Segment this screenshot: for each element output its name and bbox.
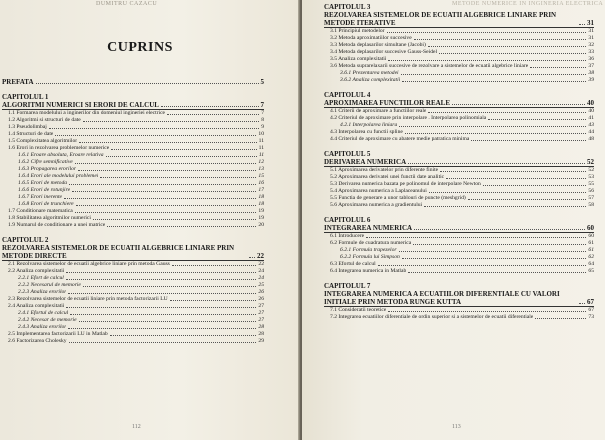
chapter-block [324, 91, 594, 143]
toc-entry-text: 6.2 Formule de cuadratura numerica [330, 240, 412, 246]
toc-entry-text: 6.4 Integrarea numerica in Matlab [330, 268, 407, 274]
toc-entry [324, 42, 594, 49]
toc-entry [2, 303, 264, 310]
toc-entry-text: 2.5 Implementarea factorizarii LU in Matlab [8, 331, 108, 337]
toc-entry [2, 124, 264, 131]
toc-entry-page: 31 [588, 35, 594, 41]
toc-entry-page: 55 [588, 181, 594, 187]
toc-entry-text: 1.6.5 Erori de metoda [18, 180, 68, 186]
chapter-label: CAPITOLUL 7 [324, 282, 371, 290]
toc-entry [324, 307, 594, 314]
leader-dots [106, 156, 257, 157]
leader-dots [79, 321, 257, 322]
toc-entry [324, 202, 594, 209]
toc-entry [324, 77, 594, 84]
leader-dots [36, 83, 259, 84]
leader-dots [401, 74, 587, 75]
leader-dots [388, 311, 586, 312]
toc-entry-page: 56 [588, 188, 594, 194]
toc-entry [2, 317, 264, 324]
chapter-page: 60 [587, 224, 594, 232]
toc-entry [324, 174, 594, 181]
toc-entry-page: 53 [588, 174, 594, 180]
toc-entry-page: 33 [588, 49, 594, 55]
toc-entry-text: 1.6.1 Eroare absoluta, Eroare relativa [18, 152, 104, 158]
toc-entry-text: 1.6.2 Cifre semnificative [18, 159, 73, 165]
chapter-title-text: INTEGRAREA NUMERICA A ECUATIILOR DIFERENTIALE CU VALORI INITIALE PRIN METODA RUNGE KUTTA [324, 290, 560, 306]
toc-entry-page: 40 [588, 108, 594, 114]
toc-entry [324, 136, 594, 143]
toc-entry-page: 18 [258, 194, 264, 200]
toc-entry [324, 35, 594, 42]
toc-entry-page: 19 [258, 208, 264, 214]
toc-entry-page: 20 [258, 222, 264, 228]
toc-entry-page: 15 [258, 173, 264, 179]
leader-dots [111, 149, 256, 150]
leader-dots [100, 177, 256, 178]
toc-entry [2, 201, 264, 208]
toc-entry [2, 173, 264, 180]
toc-entry-text: 1.8 Stabilitatea algoritmilor numerici [8, 215, 91, 221]
toc-entry-text: 4.2 Criteriul de aproximare prin interpolare . Interpolarea polinomiala [330, 115, 487, 121]
toc-entry-text: 1.7 Conditionare matematica [8, 208, 73, 214]
leader-dots [428, 46, 587, 47]
toc-entry-page: 60 [588, 233, 594, 239]
toc-entry-page: 25 [258, 282, 264, 288]
toc-entry-text: 2.2.3 Analiza erorilor [18, 289, 67, 295]
leader-dots [428, 112, 586, 113]
toc-entry-text: 2.1 Rezolvarea sistemelor de ecuatii algebrice liniare prin metoda Gauss [8, 261, 170, 267]
toc-entry-text: 1.6.8 Erori de trunchiere [18, 201, 74, 207]
toc-entry-text: 1.2 Algoritmi si structuri de date [8, 117, 81, 123]
toc-entry-page: 61 [588, 247, 594, 253]
chapter-block [324, 3, 594, 84]
leader-dots [579, 303, 585, 304]
toc-entry [324, 56, 594, 63]
toc-entry-page: 36 [588, 56, 594, 62]
chapter-title-text: APROXIMAREA FUNCTIILOR REALE [324, 99, 451, 107]
toc-entry [324, 129, 594, 136]
toc-entry [2, 145, 264, 152]
toc-entry-page: 8 [261, 117, 264, 123]
leader-dots [64, 198, 256, 199]
toc-entry-page: 11 [258, 152, 264, 158]
toc-entry-page: 12 [258, 159, 264, 165]
toc-entry-text: 5.4 Aproximarea numerica a Laplaceanului [330, 188, 427, 194]
toc-entry-page: 17 [258, 187, 264, 193]
leader-dots [76, 205, 257, 206]
leader-dots [107, 226, 256, 227]
toc-entry [324, 115, 594, 122]
toc-entry-text: 2.4.1 Efortul de calcul [18, 310, 69, 316]
toc-entry-text: 5.6 Aproximarea numerica a gradientului [330, 202, 423, 208]
toc-entry-page: 27 [258, 317, 264, 323]
leader-dots [49, 128, 259, 129]
leader-dots [378, 265, 587, 266]
leader-dots [93, 219, 256, 220]
toc-entry-text: 2.2.1 Efort de calcul [18, 275, 64, 281]
leader-dots [452, 104, 585, 105]
leader-dots [66, 272, 256, 273]
toc-entry-text: 2.4.2 Necesar de memorie [18, 317, 77, 323]
toc-entry [2, 282, 264, 289]
leader-dots [530, 67, 586, 68]
toc-entry-page: 44 [588, 129, 594, 135]
chapter-label: CAPITOLUL 6 [324, 216, 371, 224]
toc-entry [2, 180, 264, 187]
toc-entry-page: 13 [258, 166, 264, 172]
chapter-title [2, 244, 264, 261]
chapter-label: CAPITOLUL 3 [324, 3, 371, 11]
toc-entry-text: 5.2 Aproximarea derivatei unei functii date analitic [330, 174, 445, 180]
toc-entry [2, 222, 264, 229]
toc-entry-text: 2.4 Analiza complexitatii [8, 303, 65, 309]
toc-entry [324, 167, 594, 174]
left-page [0, 0, 300, 440]
chapter-title-text: REZOLVAREA SISTEMELOR DE ECUATII ALGEBRICE LINIARE PRIN METODE ITERATIVE [324, 11, 557, 27]
toc-entry [2, 110, 264, 117]
leader-dots [167, 114, 259, 115]
toc-entry [324, 122, 594, 129]
toc-entry-text: 4.1 Criterii de aproximare a functiilor reale [330, 108, 427, 114]
leader-dots [66, 307, 256, 308]
toc-entry [2, 275, 264, 282]
toc-entry-text: 1.3 Pseudolimbaj [8, 124, 47, 130]
toc-entry [2, 194, 264, 201]
leader-dots [424, 206, 586, 207]
page-number: 113 [452, 424, 461, 430]
toc-entry-text: 2.4.3 Analiza erorilor [18, 324, 67, 330]
toc-entry [2, 215, 264, 222]
toc-entry-text: 3.6.2 Analiza complexitatii [340, 77, 401, 83]
right-page [302, 0, 605, 440]
toc-entry-page: 48 [588, 136, 594, 142]
toc-entry [2, 117, 264, 124]
chapter-block [2, 236, 264, 345]
leader-dots [483, 185, 587, 186]
leader-dots [79, 142, 256, 143]
toc-entry [2, 331, 264, 338]
toc-entry-text: 6.3 Efortul de calcul [330, 261, 376, 267]
toc-entry [324, 240, 594, 247]
toc-entry-page: 24 [258, 268, 264, 274]
leader-dots [414, 229, 585, 230]
toc-entry-page: 10 [258, 131, 264, 137]
leader-dots [55, 135, 256, 136]
toc-entry [2, 166, 264, 173]
toc-entry-page: 67 [588, 307, 594, 313]
toc-entry-page: 27 [258, 303, 264, 309]
toc-entry-text: 3.2 Metoda aproximatiilor succesive [330, 35, 412, 41]
toc-entry-text: 3.4 Metoda deplasarilor succesive Gauss-Seidel [330, 49, 438, 55]
toc-entry-page: 64 [588, 261, 594, 267]
toc-entry [324, 247, 594, 254]
leader-dots [161, 106, 259, 107]
chapter-title [324, 99, 594, 108]
leader-dots [488, 119, 586, 120]
toc-left [2, 78, 264, 345]
leader-dots [405, 133, 587, 134]
leader-dots [399, 126, 586, 127]
toc-entry [324, 181, 594, 188]
toc-entry [324, 314, 594, 321]
toc-entry [324, 49, 594, 56]
chapter-block [2, 93, 264, 229]
leader-dots [83, 286, 256, 287]
leader-dots [387, 32, 587, 33]
chapter-title [324, 11, 594, 28]
toc-entry [2, 296, 264, 303]
toc-entry-text: 6.1 Introducere [330, 233, 365, 239]
toc-entry [2, 208, 264, 215]
leader-dots [408, 272, 586, 273]
toc-right [324, 3, 594, 321]
leader-dots [172, 265, 257, 266]
toc-entry [2, 152, 264, 159]
leader-dots [413, 244, 586, 245]
toc-entry [324, 195, 594, 202]
leader-dots [68, 328, 256, 329]
chapter-title [324, 290, 594, 307]
toc-entry-text: 4.2.1 Interpolarea liniara [340, 122, 398, 128]
toc-entry-text: 6.2.2 Formula lui Simpson [340, 254, 400, 260]
chapter-label: CAPITOLUL 1 [2, 93, 49, 101]
toc-entry-page: 28 [258, 324, 264, 330]
leader-dots [249, 257, 255, 258]
chapter-title-text: ALGORITMI NUMERICI SI ERORI DE CALCUL [2, 101, 159, 109]
toc-entry-page: 18 [258, 201, 264, 207]
toc-entry-text: 4.3 Interpolarea cu functii spline [330, 129, 403, 135]
toc-entry-text: 5.5 Functia de generare a unor tablouri de puncte (meshgrid) [330, 195, 466, 201]
leader-dots [535, 318, 586, 319]
toc-entry-page: 62 [588, 254, 594, 260]
toc-entry-text: 4.4 Criteriul de aproximare cu abatere medie patratica minima [330, 136, 470, 142]
toc-entry-page: 41 [588, 115, 594, 121]
toc-entry-page: 38 [588, 70, 594, 76]
toc-entry [2, 187, 264, 194]
page-number: 112 [132, 424, 141, 430]
preface-page: 5 [260, 78, 264, 86]
toc-entry-page: 43 [588, 122, 594, 128]
chapter-page: 67 [587, 298, 594, 306]
chapter-page: 40 [587, 99, 594, 107]
toc-entry-text: 3.1 Principiul metodelor [330, 28, 385, 34]
toc-entry [324, 268, 594, 275]
chapter-title-text: REZOLVAREA SISTEMELOR DE ECUATII ALGEBRICE LINIARE PRIN METODE DIRECTE [2, 244, 235, 260]
toc-entry-page: 26 [258, 296, 264, 302]
leader-dots [366, 237, 586, 238]
toc-entry-text: 1.4 Structuri de date [8, 131, 54, 137]
toc-entry [324, 108, 594, 115]
toc-entry-page: 16 [258, 180, 264, 186]
toc-entry-page: 73 [588, 314, 594, 320]
toc-entry-page: 58 [588, 202, 594, 208]
toc-entry-page: 26 [258, 289, 264, 295]
leader-dots [75, 212, 257, 213]
toc-entry-page: 9 [261, 124, 264, 130]
leader-dots [402, 81, 586, 82]
page-title: CUPRINS [107, 40, 173, 55]
toc-entry-text: 1.9 Numarul de conditionare a unei matrice [8, 222, 106, 228]
toc-entry-page: 39 [588, 77, 594, 83]
chapter-page: 7 [260, 101, 264, 109]
leader-dots [388, 60, 586, 61]
chapter-block [324, 216, 594, 275]
leader-dots [471, 140, 586, 141]
toc-entry [324, 254, 594, 261]
leader-dots [402, 258, 587, 259]
chapter-title-text: DERIVAREA NUMERICA [324, 158, 407, 166]
leader-dots [414, 39, 587, 40]
toc-entry-text: 3.5 Analiza complexitatii [330, 56, 387, 62]
toc-entry-text: 3.3 Metoda deplasarilor simultane (Jacobi) [330, 42, 426, 48]
toc-entry-page: 24 [258, 275, 264, 281]
toc-entry-text: 3.6.1 Prezentarea metodei [340, 70, 399, 76]
toc-entry-page: 52 [588, 167, 594, 173]
toc-entry-page: 31 [588, 28, 594, 34]
toc-entry-page: 28 [258, 331, 264, 337]
toc-entry [324, 28, 594, 35]
toc-entry-page: 37 [588, 63, 594, 69]
toc-entry-text: 5.1 Aproximarea derivatelor prin diferente finite [330, 167, 439, 173]
toc-entry-page: 27 [258, 310, 264, 316]
leader-dots [468, 199, 587, 200]
toc-entry [324, 233, 594, 240]
running-head: METODE NUMERICE IN INGINERIA ELECTRICA [452, 1, 604, 7]
chapter-block [324, 282, 594, 321]
toc-entry [324, 188, 594, 195]
toc-entry [2, 338, 264, 345]
toc-entry-page: 29 [258, 338, 264, 344]
leader-dots [68, 293, 256, 294]
leader-dots [72, 191, 256, 192]
toc-entry-text: 2.6 Factorizarea Cholesky [8, 338, 67, 344]
toc-entry [2, 159, 264, 166]
toc-entry-text: 1.6.4 Erori ale modelului problemei [18, 173, 99, 179]
toc-entry [2, 261, 264, 268]
toc-entry-text: 2.2 Analiza complexitatii [8, 268, 65, 274]
toc-entry [324, 261, 594, 268]
chapter-title-text: INTEGRAREA NUMERICA [324, 224, 413, 232]
chapter-title [324, 158, 594, 167]
preface-entry [2, 78, 264, 86]
leader-dots [429, 192, 587, 193]
leader-dots [83, 121, 259, 122]
toc-entry-page: 22 [258, 261, 264, 267]
toc-entry [324, 63, 594, 70]
toc-entry-page: 7 [261, 110, 264, 116]
running-head: DUMITRU CAZACU [96, 1, 158, 7]
toc-entry-text: 3.6 Metoda suprarelaxarii succesive de rezolvare a sistemelor de ecuatii algebrice liniare [330, 63, 529, 69]
leader-dots [440, 171, 586, 172]
leader-dots [170, 300, 257, 301]
chapter-label: CAPITOLUL 5 [324, 150, 371, 158]
toc-entry-page: 11 [258, 138, 264, 144]
toc-entry-text: 1.6.7 Erori inerente [18, 194, 63, 200]
chapter-page: 52 [587, 158, 594, 166]
leader-dots [408, 163, 585, 164]
chapter-page: 31 [587, 19, 594, 27]
chapter-block [324, 150, 594, 209]
leader-dots [579, 24, 585, 25]
toc-entry-text: 1.6.6 Erori de rotunjire [18, 187, 71, 193]
leader-dots [446, 178, 586, 179]
toc-entry-text: 1.6.3 Propagarea erorilor [18, 166, 77, 172]
toc-entry [2, 310, 264, 317]
toc-entry-text: 7.2 Integrarea ecuatiilor diferentiale de ordin superior si a sistemelor de ecuatii diferentiale [330, 314, 534, 320]
leader-dots [70, 314, 256, 315]
toc-entry [2, 268, 264, 275]
chapter-title [2, 101, 264, 110]
toc-entry-text: 1.5 Complexitatea algoritmilor [8, 138, 78, 144]
toc-entry-text: 2.2.2 Necesarul de memorie [18, 282, 81, 288]
chapter-label: CAPITOLUL 4 [324, 91, 371, 99]
chapter-title [324, 224, 594, 233]
toc-entry [2, 324, 264, 331]
leader-dots [78, 170, 256, 171]
toc-entry [2, 138, 264, 145]
toc-entry [324, 70, 594, 77]
toc-entry-text: 6.2.1 Formula trapezelor [340, 247, 397, 253]
toc-entry-page: 65 [588, 268, 594, 274]
left-chapters [2, 93, 264, 345]
leader-dots [69, 342, 257, 343]
toc-entry-text: 2.3 Rezolvarea sistemelor de ecuatii liniare prin metoda factorizarii LU [8, 296, 168, 302]
toc-entry-text: 5.3 Derivarea numerica bazata pe polinomul de interpolare Newton [330, 181, 481, 187]
toc-entry-text: 1.1 Formarea modelului a inginerilor din domeniul ingineriei electrice [8, 110, 166, 116]
chapter-page: 22 [257, 252, 264, 260]
leader-dots [66, 279, 257, 280]
leader-dots [75, 163, 257, 164]
preface-label: PREFATA [2, 78, 34, 86]
leader-dots [399, 251, 587, 252]
right-chapters [324, 3, 594, 321]
chapter-label: CAPITOLUL 2 [2, 236, 49, 244]
toc-entry-text: 7.1 Consideratii teoretice [330, 307, 387, 313]
toc-entry-page: 61 [588, 240, 594, 246]
toc-entry [2, 289, 264, 296]
toc-entry-page: 11 [258, 145, 264, 151]
toc-entry [2, 131, 264, 138]
toc-entry-page: 57 [588, 195, 594, 201]
toc-entry-page: 32 [588, 42, 594, 48]
leader-dots [69, 184, 256, 185]
toc-entry-page: 19 [258, 215, 264, 221]
leader-dots [110, 335, 257, 336]
leader-dots [439, 53, 586, 54]
toc-entry-text: 1.6 Erori in rezolvarea problemelor numerice [8, 145, 110, 151]
